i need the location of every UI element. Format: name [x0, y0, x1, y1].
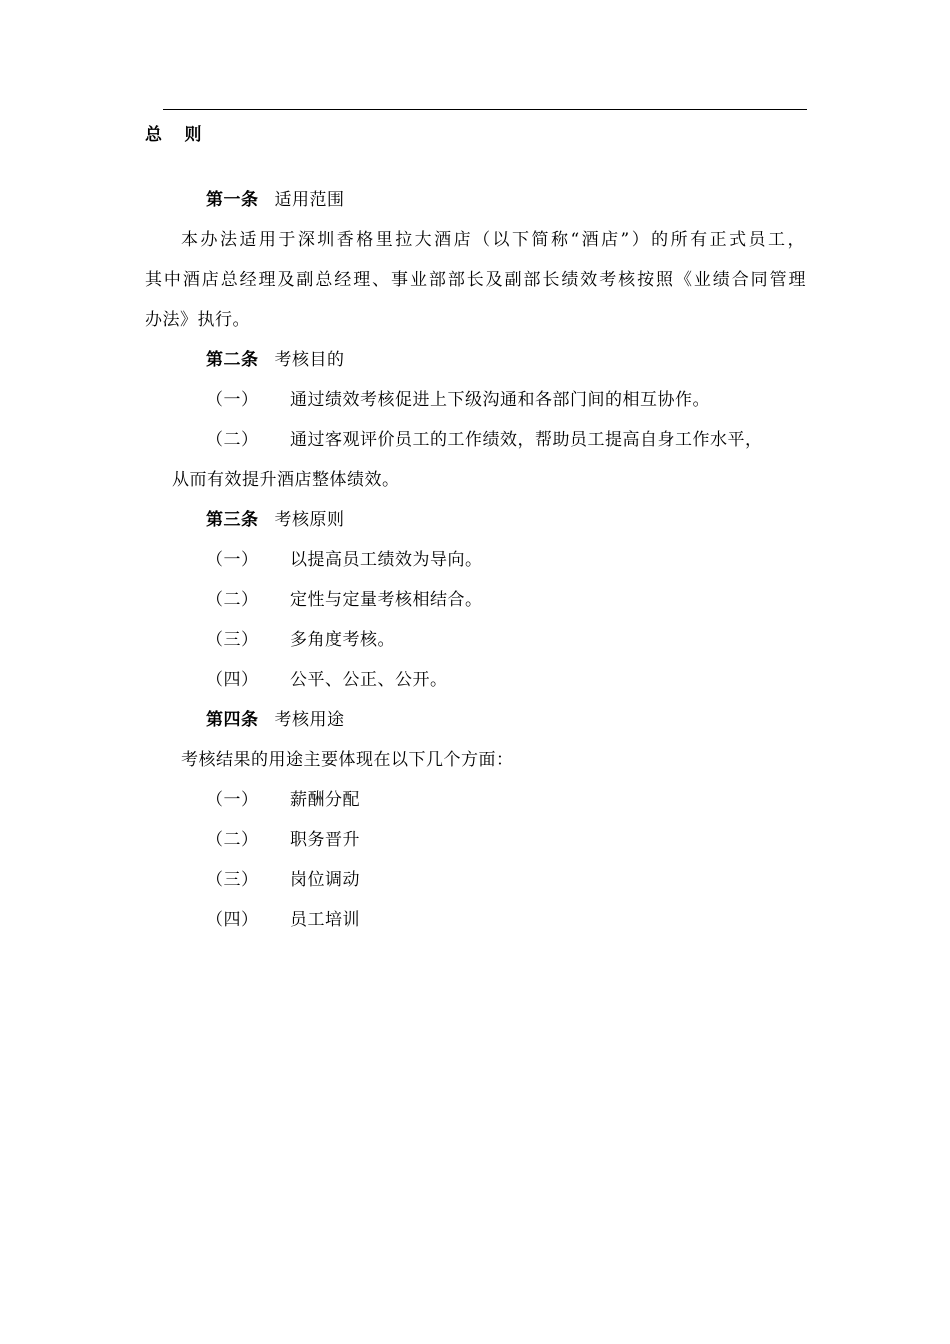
list-item-text: 公平、公正、公开。: [290, 670, 448, 690]
list-item: [206, 589, 483, 611]
article-number: 第一条: [206, 190, 259, 210]
list-item: [206, 829, 360, 851]
article-title: 考核用途: [274, 710, 345, 730]
article-1-paragraph-line-3: 办法》执行。: [145, 310, 250, 330]
list-item: [206, 429, 763, 451]
article-title: 适用范围: [274, 190, 345, 210]
article-4-intro: 考核结果的用途主要体现在以下几个方面：: [181, 750, 514, 770]
list-item-text: 多角度考核。: [290, 630, 395, 650]
list-item-text: 以提高员工绩效为导向。: [290, 550, 483, 570]
list-item: [206, 389, 710, 411]
list-item-mark: （一）: [206, 390, 259, 410]
list-item-text: 员工培训: [290, 910, 360, 930]
section-title: [145, 124, 202, 146]
list-item-mark: （一）: [206, 550, 259, 570]
list-item-mark: （二）: [206, 830, 259, 850]
list-item: [206, 549, 483, 571]
section-title-char-2: 则: [184, 125, 202, 145]
list-item-text: 通过客观评价员工的工作绩效，帮助员工提高自身工作水平，: [290, 430, 763, 450]
list-item-text: 通过绩效考核促进上下级沟通和各部门间的相互协作。: [290, 390, 710, 410]
list-item: [206, 789, 360, 811]
article-3-heading: [206, 509, 345, 531]
article-4-heading: [206, 709, 345, 731]
article-title: 考核原则: [274, 510, 345, 530]
list-item-mark: （一）: [206, 790, 259, 810]
list-item-text: 薪酬分配: [290, 790, 360, 810]
list-item-mark: （四）: [206, 910, 259, 930]
article-number: 第三条: [206, 510, 259, 530]
list-item-mark: （四）: [206, 670, 259, 690]
list-item-mark: （三）: [206, 630, 259, 650]
section-title-char-1: 总: [145, 125, 163, 145]
article-number: 第四条: [206, 710, 259, 730]
article-1-paragraph-line-2: 其中酒店总经理及副总经理、事业部部长及副部长绩效考核按照《业绩合同管理: [145, 270, 806, 290]
list-item-text: 职务晋升: [290, 830, 360, 850]
list-item-continuation: 从而有效提升酒店整体绩效。: [172, 470, 400, 490]
article-2-heading: [206, 349, 345, 371]
list-item-mark: （三）: [206, 870, 259, 890]
header-rule: [163, 109, 807, 110]
list-item-text: 定性与定量考核相结合。: [290, 590, 483, 610]
list-item-mark: （二）: [206, 430, 259, 450]
list-item: [206, 629, 395, 651]
list-item-text: 岗位调动: [290, 870, 360, 890]
article-title: 考核目的: [274, 350, 345, 370]
article-1-heading: [206, 189, 345, 211]
list-item: [206, 869, 360, 891]
list-item-mark: （二）: [206, 590, 259, 610]
article-1-paragraph-line-1: 本办法适用于深圳香格里拉大酒店（以下简称“酒店”）的所有正式员工，: [181, 230, 805, 250]
article-number: 第二条: [206, 350, 259, 370]
list-item: [206, 669, 448, 691]
list-item: [206, 909, 360, 931]
